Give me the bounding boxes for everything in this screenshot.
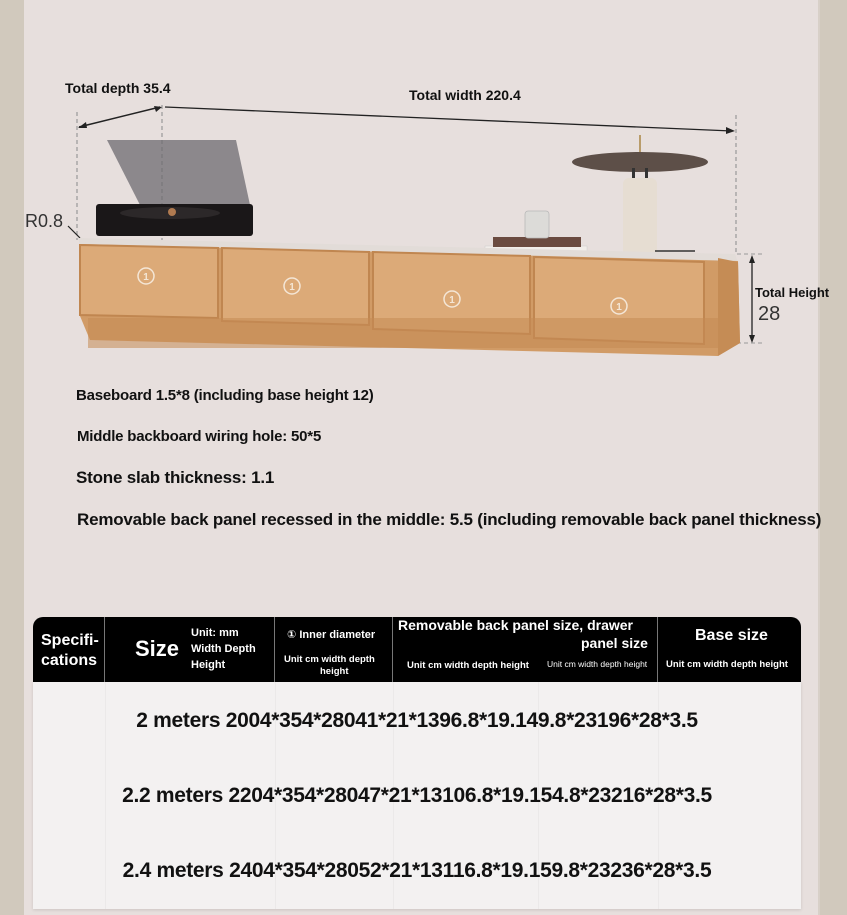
note-wiring-hole: Middle backboard wiring hole: 50*5 — [77, 428, 322, 445]
svg-text:1: 1 — [616, 302, 622, 313]
header-back-panel — [393, 617, 658, 682]
svg-text:1: 1 — [449, 295, 455, 306]
svg-text:1: 1 — [143, 272, 149, 283]
drawer-fronts — [80, 245, 718, 348]
inner-diameter-title: ① Inner diameter — [287, 629, 376, 641]
specifications-line-1: Specifi- — [41, 632, 99, 649]
table-lamp-icon — [572, 135, 708, 258]
total-width-label: Total width 220.4 — [409, 87, 521, 103]
total-height-label: Total Height — [755, 285, 830, 300]
tv-cabinet-illustration — [0, 0, 847, 380]
total-height-value: 28 — [758, 303, 781, 325]
size-unit-3: Height — [191, 659, 226, 671]
inner-unit-2: height — [320, 666, 349, 677]
back-panel-title-1: Removable back panel size, drawer — [398, 617, 633, 633]
spec-table — [33, 617, 801, 909]
table-header — [33, 617, 801, 682]
table-row: 2.2 meters 2204*354*28047*21*13106.8*19.154.8*23216*28*3.5 — [122, 783, 712, 807]
specifications-line-2: cations — [41, 652, 98, 669]
header-inner-diameter — [275, 617, 393, 682]
note-back-panel: Removable back panel recessed in the middle: 5.5 (including removable back panel thickness) — [77, 510, 822, 529]
turntable-icon — [96, 140, 253, 236]
table-row: 2 meters 2004*354*28041*21*1396.8*19.149.8*23196*28*3.5 — [136, 708, 698, 732]
table-body — [33, 682, 801, 909]
note-stone-slab: Stone slab thickness: 1.1 — [76, 468, 275, 487]
header-specifications — [33, 617, 105, 682]
base-unit: Unit cm width depth height — [666, 659, 788, 670]
size-unit-2: Width Depth — [191, 643, 256, 655]
size-title: Size — [135, 636, 180, 661]
back-panel-unit: Unit cm width depth height — [407, 660, 529, 671]
books-decor — [485, 211, 587, 253]
header-size — [105, 617, 275, 682]
base-size-title: Base size — [695, 627, 768, 644]
corner-radius-label: R0.8 — [25, 211, 64, 231]
note-baseboard: Baseboard 1.5*8 (including base height 12) — [76, 387, 374, 404]
size-unit-1: Unit: mm — [191, 627, 239, 639]
drawer-panel-unit: Unit cm width depth height — [547, 659, 648, 669]
table-row: 2.4 meters 2404*354*28052*21*13116.8*19.159.8*23236*28*3.5 — [122, 858, 712, 882]
back-panel-title-2: panel size — [581, 635, 648, 651]
total-depth-label: Total depth 35.4 — [65, 80, 171, 96]
inner-unit-1: Unit cm width depth — [284, 654, 375, 665]
header-base-size — [658, 617, 801, 682]
svg-text:1: 1 — [289, 282, 295, 293]
